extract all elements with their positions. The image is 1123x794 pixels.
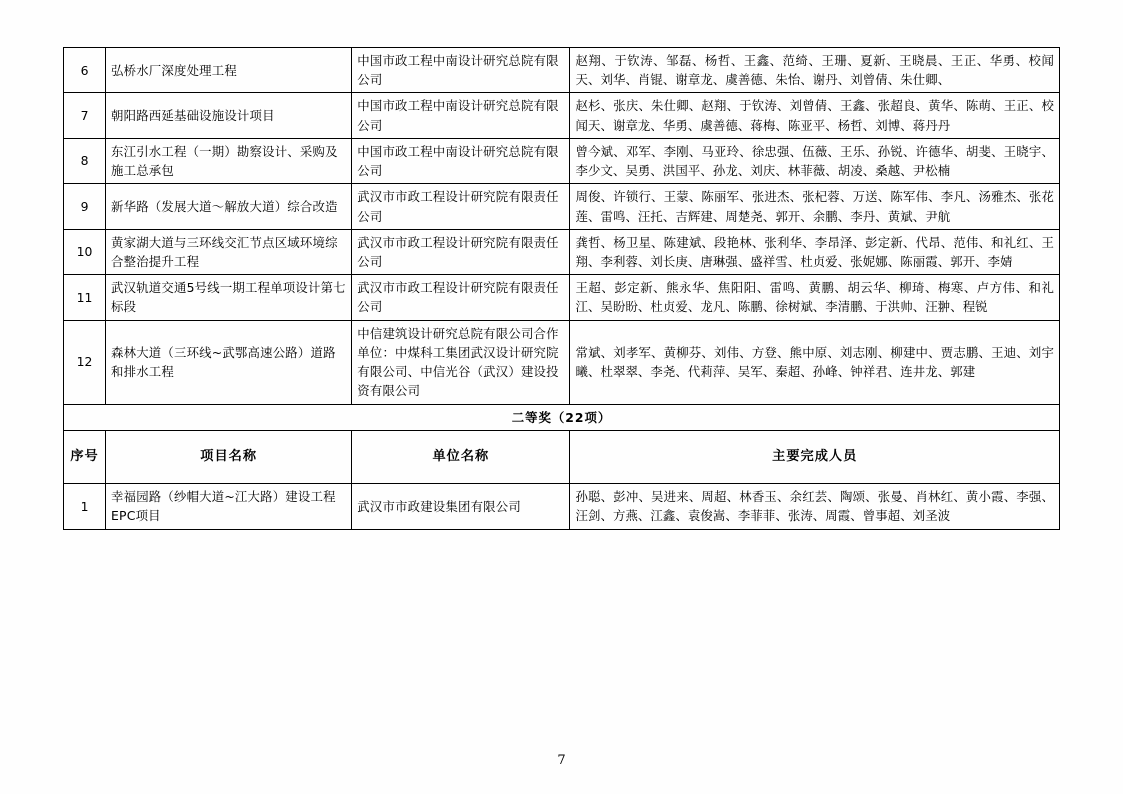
award-list-sheet (63, 47, 1060, 530)
column-header-unit: 单位名称 (352, 430, 570, 483)
table-row (64, 229, 1060, 274)
unit-name: 中国市政工程中南设计研究总院有限公司 (352, 138, 570, 183)
page-number: 7 (557, 753, 566, 768)
main-contributors: 王超、彭定新、熊永华、焦阳阳、雷鸣、黄鹏、胡云华、柳琦、梅寒、卢方伟、和礼江、吴盼盼、杜贞爱、龙凡、陈鹏、徐树斌、李清鹏、于洪帅、汪翀、程锐 (570, 275, 1060, 320)
row-number: 8 (64, 138, 106, 183)
main-contributors: 周俊、许锁行、王蒙、陈丽军、张进杰、张杞蓉、万送、陈军伟、李凡、汤雅杰、张花莲、雷鸣、汪托、吉辉建、周楚尧、郭开、余鹏、李丹、黄斌、尹航 (570, 184, 1060, 229)
unit-name: 中信建筑设计研究总院有限公司合作单位：中煤科工集团武汉设计研究院有限公司、中信光谷（武汉）建设投资有限公司 (352, 320, 570, 404)
project-name: 森林大道（三环线~武鄂高速公路）道路和排水工程 (106, 320, 352, 404)
table-row (64, 320, 1060, 404)
main-contributors: 赵杉、张庆、朱仕卿、赵翔、于钦涛、刘曾倩、王鑫、张超良、黄华、陈萌、王正、校闻天、谢章龙、华勇、虞善德、蒋梅、陈亚平、杨哲、刘博、蒋丹丹 (570, 93, 1060, 138)
column-header-people: 主要完成人员 (570, 430, 1060, 483)
project-name: 幸福园路（纱帽大道~江大路）建设工程EPC项目 (106, 484, 352, 529)
table-row (64, 48, 1060, 93)
table-row (64, 484, 1060, 529)
project-name: 黄家湖大道与三环线交汇节点区域环境综合整治提升工程 (106, 229, 352, 274)
main-contributors: 龚哲、杨卫星、陈建斌、段艳林、张利华、李昂泽、彭定新、代昂、范伟、和礼红、王翔、李利蓉、刘长庚、唐琳强、盛祥雪、杜贞爱、张妮娜、陈丽霞、郭开、李婧 (570, 229, 1060, 274)
row-number: 12 (64, 320, 106, 404)
row-number: 7 (64, 93, 106, 138)
unit-name: 武汉市市政建设集团有限公司 (352, 484, 570, 529)
unit-name: 中国市政工程中南设计研究总院有限公司 (352, 48, 570, 93)
main-contributors: 孙聪、彭冲、吴进来、周超、林香玉、余红芸、陶颂、张曼、肖林红、黄小霞、李强、汪剑、方燕、江鑫、袁俊嵩、李菲菲、张涛、周霞、曾事超、刘圣波 (570, 484, 1060, 529)
unit-name: 武汉市市政工程设计研究院有限责任公司 (352, 229, 570, 274)
column-header-project: 项目名称 (106, 430, 352, 483)
row-number: 1 (64, 484, 106, 529)
section-heading-row (64, 404, 1060, 430)
row-number: 10 (64, 229, 106, 274)
row-number: 6 (64, 48, 106, 93)
main-contributors: 常斌、刘孝军、黄柳芬、刘伟、方登、熊中原、刘志刚、柳建中、贾志鹏、王迪、刘宇曦、杜翠翠、李尧、代莉萍、吴军、秦超、孙峰、钟祥君、连井龙、郭建 (570, 320, 1060, 404)
row-number: 11 (64, 275, 106, 320)
unit-name: 武汉市市政工程设计研究院有限责任公司 (352, 275, 570, 320)
main-contributors: 曾今斌、邓军、李刚、马亚玲、徐忠强、伍薇、王乐、孙锐、许德华、胡斐、王晓宇、李少文、吴勇、洪国平、孙龙、刘庆、林菲薇、胡凌、桑越、尹松楠 (570, 138, 1060, 183)
row-number: 9 (64, 184, 106, 229)
award-table-first-grade (63, 47, 1060, 530)
table-header-row (64, 430, 1060, 483)
table-row (64, 138, 1060, 183)
table-row (64, 184, 1060, 229)
project-name: 东江引水工程（一期）勘察设计、采购及施工总承包 (106, 138, 352, 183)
column-header-no: 序号 (64, 430, 106, 483)
project-name: 朝阳路西延基础设施设计项目 (106, 93, 352, 138)
project-name: 新华路（发展大道～解放大道）综合改造 (106, 184, 352, 229)
project-name: 弘桥水厂深度处理工程 (106, 48, 352, 93)
table-row (64, 93, 1060, 138)
section-heading: 二等奖（22项） (64, 404, 1060, 430)
project-name: 武汉轨道交通5号线一期工程单项设计第七标段 (106, 275, 352, 320)
main-contributors: 赵翔、于钦涛、邹磊、杨哲、王鑫、范绮、王珊、夏新、王晓晨、王正、华勇、校闻天、刘华、肖锟、谢章龙、虞善德、朱怡、谢丹、刘曾倩、朱仕卿、 (570, 48, 1060, 93)
unit-name: 武汉市市政工程设计研究院有限责任公司 (352, 184, 570, 229)
table-row (64, 275, 1060, 320)
unit-name: 中国市政工程中南设计研究总院有限公司 (352, 93, 570, 138)
